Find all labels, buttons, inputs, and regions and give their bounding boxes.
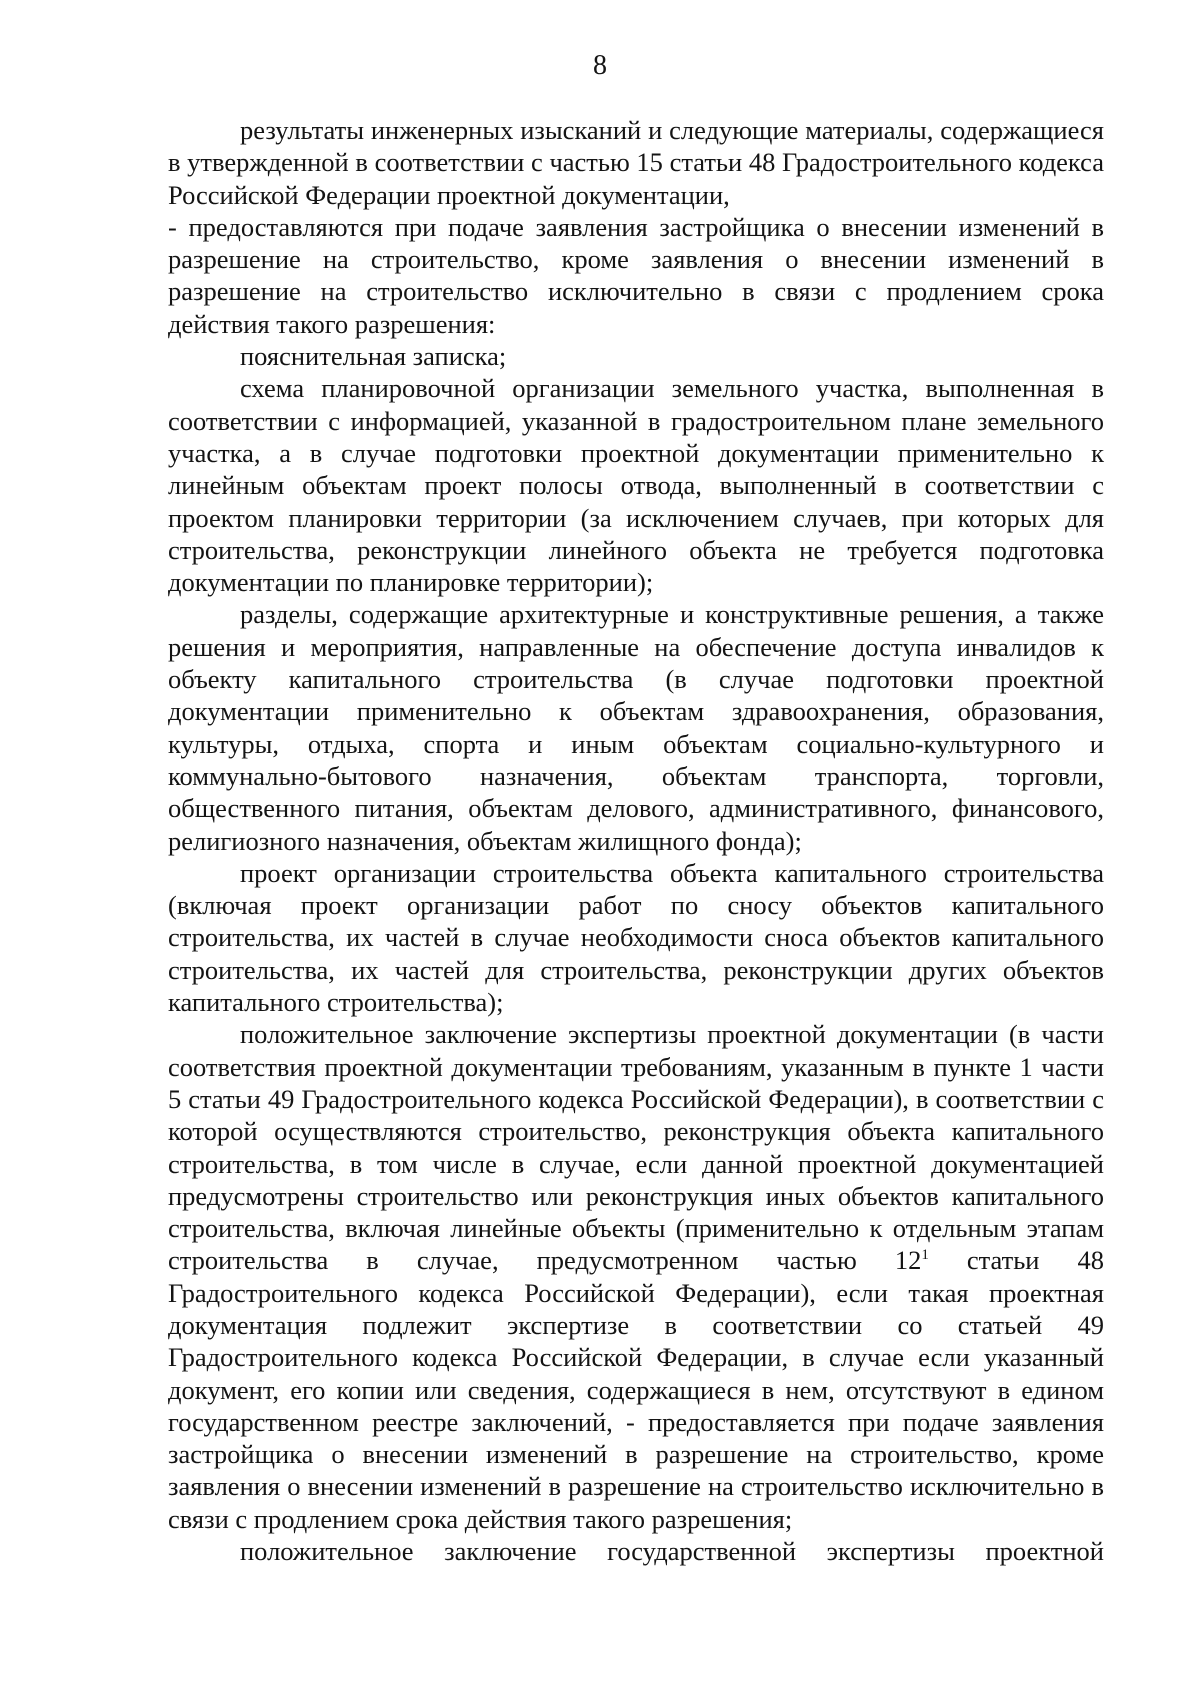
paragraph-architectural-sections: разделы, содержащие архитектурные и конструктивные решения, а также решения и мероприятия, направленные на обеспечение доступа инвалидов к объекту капитального строительства (в случае подготовки проектной документации применительно к объектам здравоохранения, образования, культуры, отдыха, спорта и иным объектам социально-культурного и коммунально-бытового назначения, объектам транспорта, торговли, общественного питания, объектам делового, административного, финансового, религиозного назначения, объектам жилищного фонда); [168,599,1104,856]
paragraph-expertise-conclusion [168,1018,1104,1535]
paragraph-submission-condition: - предоставляются при подаче заявления застройщика о внесении изменений в разрешение на строительство, кроме заявления о внесении изменений в разрешение на строительство исключительно в связи с продлением срока действия такого разрешения: [168,211,1104,339]
page-number: 8 [593,50,607,81]
paragraph-explanatory-note: пояснительная записка; [240,341,507,372]
paragraph-state-expertise: положительное заключение государственной экспертизы проектной [240,1536,1104,1567]
expertise-text-part-1: положительное заключение экспертизы проектной документации (в части соответствия проектной документации требованиям, указанным в пункте 1 части 5 статьи 49 Градостроительного кодекса Российской Федерации), в соответствии с которой осуществляются строительство, реконструкция объекта капитального строительства, в том числе в случае, если данной проектной документацией предусмотрены строительство или реконструкция иных объектов капитального строительства, включая линейные объекты (применительно к отдельным этапам строительства в случае, предусмотренном частью 12 [168,1019,1104,1276]
document-body [168,114,1104,1567]
paragraph-construction-organization: проект организации строительства объекта капитального строительства (включая проект организации работ по сносу объектов капитального строительства, их частей в случае необходимости сноса объектов капитального строительства, их частей для строительства, реконструкции других объектов капитального строительства); [168,857,1104,1018]
paragraph-site-layout-scheme: схема планировочной организации земельного участка, выполненная в соответствии с информацией, указанной в градостроительном плане земельного участка, а в случае подготовки проектной документации применительно к линейным объектам проект полосы отвода, выполненный в соответствии с проектом планировки территории (за исключением случаев, при которых для строительства, реконструкции линейного объекта не требуется подготовка документации по планировке территории); [168,373,1104,598]
expertise-text-part-2: статьи 48 Градостроительного кодекса Российской Федерации), если такая проектная документация подлежит экспертизе в соответствии со статьей 49 Градостроительного кодекса Российской Федерации, в случае если указанный документ, его копии или сведения, содержащиеся в нем, отсутствуют в едином государственном реестре заключений, - предоставляется при подаче заявления застройщика о внесении изменений в разрешение на строительство, кроме заявления о внесении изменений в разрешение на строительство исключительно в связи с продлением срока действия такого разрешения; [168,1245,1104,1534]
paragraph-survey-results: результаты инженерных изысканий и следующие материалы, содержащиеся в утвержденной в соответствии с частью 15 статьи 48 Градостроительного кодекса Российской Федерации проектной документации, [168,115,1104,210]
superscript-marker: 1 [921,1247,929,1264]
